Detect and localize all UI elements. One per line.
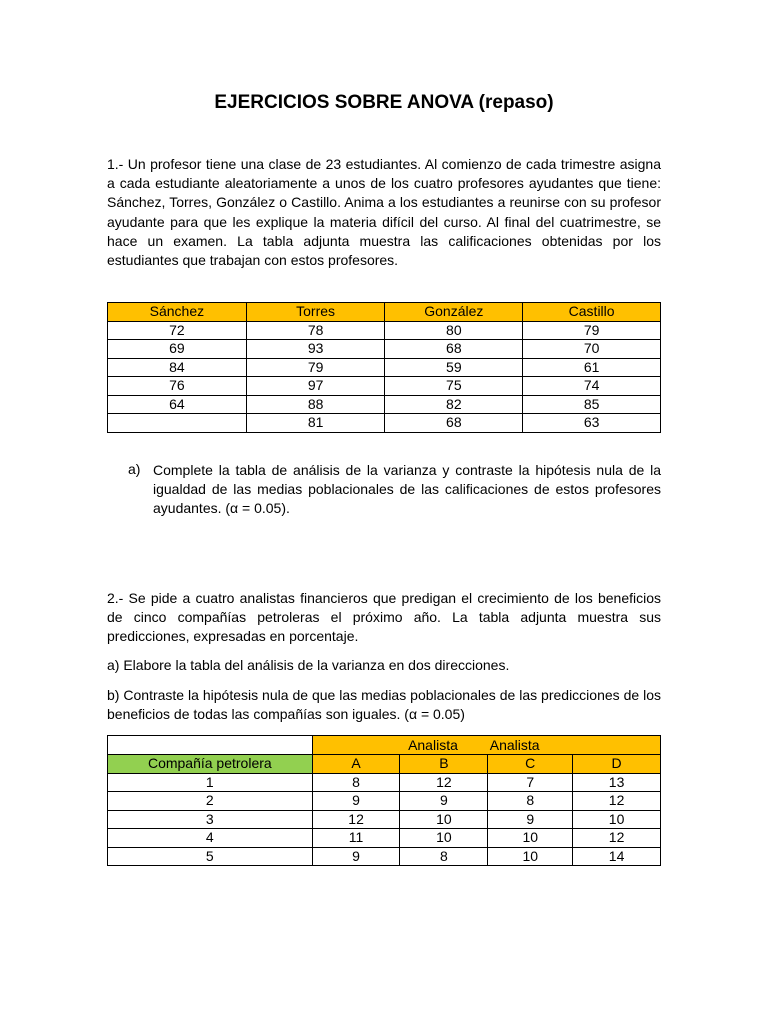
exercise-1-item-a xyxy=(128,461,661,519)
table-row xyxy=(108,414,661,433)
table-cell: 84 xyxy=(108,358,247,377)
table-cell: 9 xyxy=(400,792,488,811)
item-a-text: a) Elabore la tabla del análisis de la varianza en dos direcciones. xyxy=(107,657,510,673)
table-cell: 72 xyxy=(108,321,247,340)
analyst-group-header xyxy=(312,736,660,755)
exercise-1-text: 1.- Un profesor tiene una clase de 23 estudiantes. Al comienzo de cada trimestre asigna a cada estudiante aleatoriamente a unos de los cuatro profesores ayudantes que tiene: Sánchez, Torres, González o Castillo. Anima a los estudiantes a reunirse con su profesor ayudante para que les explique la materia difícil del curso. Al final del cuatrimestre, se hace un examen. La tabla adjunta muestra las calificaciones obtenidas por los estudiantes que trabajan con estos profesores. xyxy=(107,156,661,269)
header-gonzalez: González xyxy=(385,303,523,322)
exercise-2 xyxy=(107,589,661,647)
table-row xyxy=(108,773,661,792)
table-cell: 69 xyxy=(108,340,247,359)
table-row xyxy=(108,810,661,829)
table-cell: 61 xyxy=(523,358,661,377)
table-row xyxy=(108,829,661,848)
table-cell: 85 xyxy=(523,395,661,414)
table-cell: 59 xyxy=(385,358,523,377)
header-d: D xyxy=(573,755,661,774)
exercise-2-text: 2.- Se pide a cuatro analistas financieros que predigan el crecimiento de los beneficios de cinco compañías petroleras el próximo año. La tabla adjunta muestra sus predicciones, expresadas en porcentaje. xyxy=(107,590,661,645)
table-cell: 10 xyxy=(400,829,488,848)
table-cell: 12 xyxy=(312,810,400,829)
table-cell: 68 xyxy=(385,414,523,433)
table-cell: 76 xyxy=(108,377,247,396)
table-group-header-row xyxy=(108,736,661,755)
item-b-text: b) Contraste la hipótesis nula de que las medias poblacionales de las predicciones de los beneficios de todas las compañías son iguales. (α = 0.05) xyxy=(107,687,661,723)
table-cell: 3 xyxy=(108,810,313,829)
table-cell: 63 xyxy=(523,414,661,433)
table-cell: 97 xyxy=(246,377,385,396)
table-cell: 79 xyxy=(246,358,385,377)
table-cell: 12 xyxy=(573,792,661,811)
table-header-row xyxy=(108,755,661,774)
table-cell: 8 xyxy=(400,847,488,866)
exercise-1 xyxy=(107,155,661,270)
table-cell: 70 xyxy=(523,340,661,359)
table-cell: 5 xyxy=(108,847,313,866)
exercise-2-item-a xyxy=(107,656,661,675)
table-cell: 10 xyxy=(488,847,573,866)
table-cell: 82 xyxy=(385,395,523,414)
table-header-row xyxy=(108,303,661,322)
table-cell: 12 xyxy=(573,829,661,848)
table-cell: 74 xyxy=(523,377,661,396)
table-corner-cell xyxy=(108,736,313,755)
header-c: C xyxy=(488,755,573,774)
exercise-2-table xyxy=(107,735,661,866)
table-row xyxy=(108,847,661,866)
table-row xyxy=(108,377,661,396)
table-cell: 8 xyxy=(488,792,573,811)
table-cell: 80 xyxy=(385,321,523,340)
item-a-label: a) xyxy=(128,461,141,477)
table-cell xyxy=(108,414,247,433)
table-cell: 68 xyxy=(385,340,523,359)
table-cell: 88 xyxy=(246,395,385,414)
table-cell: 75 xyxy=(385,377,523,396)
table-cell: 8 xyxy=(312,773,400,792)
table-cell: 12 xyxy=(400,773,488,792)
exercise-1-table xyxy=(107,302,661,433)
group-header-text: Analista xyxy=(408,736,458,753)
table-cell: 1 xyxy=(108,773,313,792)
table-row xyxy=(108,340,661,359)
page-title: EJERCICIOS SOBRE ANOVA (repaso) xyxy=(214,92,554,113)
table-cell: 79 xyxy=(523,321,661,340)
exercise-2-item-b xyxy=(107,686,661,724)
table-cell: 64 xyxy=(108,395,247,414)
table-cell: 14 xyxy=(573,847,661,866)
table-cell: 13 xyxy=(573,773,661,792)
table-cell: 81 xyxy=(246,414,385,433)
table-cell: 9 xyxy=(488,810,573,829)
header-castillo: Castillo xyxy=(523,303,661,322)
group-header-text: Analista xyxy=(489,736,540,753)
table-cell: 4 xyxy=(108,829,313,848)
header-sanchez: Sánchez xyxy=(108,303,247,322)
table-row xyxy=(108,321,661,340)
table-cell: 10 xyxy=(573,810,661,829)
header-b: B xyxy=(400,755,488,774)
table-cell: 10 xyxy=(400,810,488,829)
header-a: A xyxy=(312,755,400,774)
table-cell: 10 xyxy=(488,829,573,848)
header-torres: Torres xyxy=(246,303,385,322)
table-cell: 7 xyxy=(488,773,573,792)
table-row xyxy=(108,792,661,811)
table-cell: 93 xyxy=(246,340,385,359)
table-cell: 78 xyxy=(246,321,385,340)
table-cell: 2 xyxy=(108,792,313,811)
table-cell: 9 xyxy=(312,847,400,866)
table-cell: 9 xyxy=(312,792,400,811)
table-row xyxy=(108,358,661,377)
table-row xyxy=(108,395,661,414)
row-header-company: Compañía petrolera xyxy=(108,755,313,774)
table-cell: 11 xyxy=(312,829,400,848)
item-a-text: Complete la tabla de análisis de la varianza y contraste la hipótesis nula de la igualdad de las medias poblacionales de las calificaciones de estos profesores ayudantes. (α = 0.05). xyxy=(153,462,661,517)
